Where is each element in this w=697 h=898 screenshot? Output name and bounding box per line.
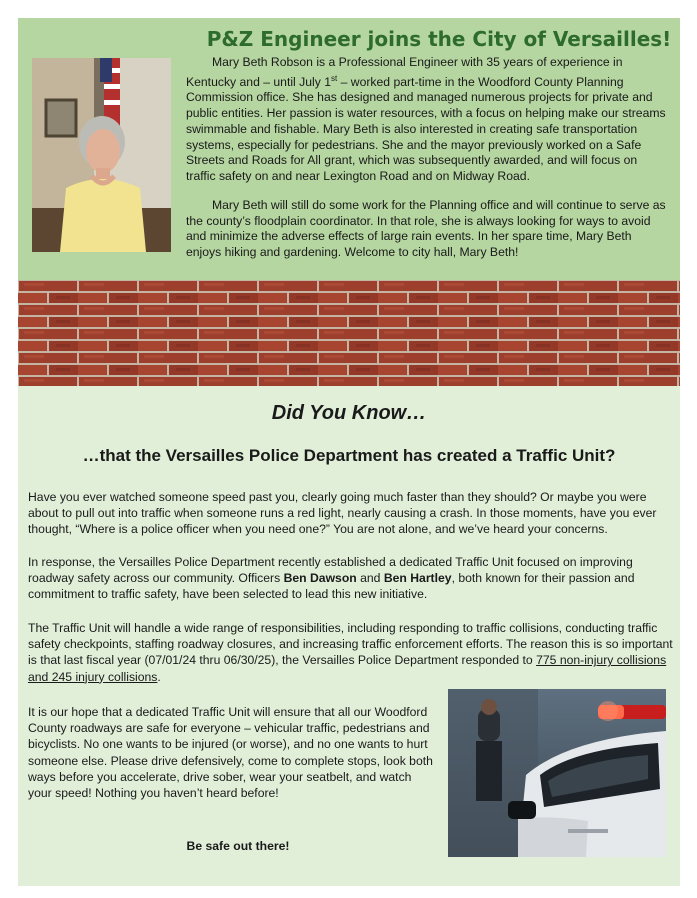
traffic-unit-subheading: …that the Versailles Police Department has created a Traffic Unit? bbox=[82, 446, 616, 465]
police-car-photo bbox=[448, 689, 666, 857]
engineer-paragraph-2: Mary Beth will still do some work for the Planning office and will continue to serve as the county’s floodplain coordinator. In that role, she is always looking for ways to avoid and minimize the adverse effects of large rain events. In her spare time, Mary Beth enjoys hiking and gardening. Welcome to city hall, Mary Beth! bbox=[186, 198, 666, 260]
engineer-paragraph-1: Mary Beth Robson is a Professional Engineer with 35 years of experience in Kentucky and – until July 1st – worked part-time in the Woodford County Planning Commission office. She has designed and managed numerous projects for private and public entities. Her passion is water resources, with a focus on helping make our streams swimmable and fishable. Mary Beth is also interested in creating safe transportation systems, especially for pedestrians. She and the mayor previously worked on a Safe Streets and Roads for All grant, which was subsequently awarded, and will focus on traffic safety on and near Lexington Road and on Midway Road. bbox=[186, 55, 666, 183]
engineer-article-title: P&Z Engineer joins the City of Versailles! bbox=[206, 27, 672, 51]
officer-name: Ben Hartley bbox=[383, 571, 452, 586]
officer-name: Ben Dawson bbox=[283, 571, 357, 586]
collision-statistic: 775 non-injury collisions and 245 injury collisions bbox=[28, 653, 667, 684]
traffic-unit-article bbox=[18, 386, 680, 886]
traffic-paragraph-2: In response, the Versailles Police Department recently established a dedicated Traffic Unit focused on improving roadway safety across our community. Officers Ben Dawson and Ben Hartley, both known for their passion and commitment to traffic safety, have been selected to lead this new initiative. bbox=[28, 555, 635, 602]
brick-wall-banner bbox=[18, 280, 680, 386]
mary-beth-photo bbox=[32, 58, 171, 252]
closing-line: Be safe out there! bbox=[186, 839, 290, 853]
engineer-article bbox=[18, 18, 680, 280]
traffic-paragraph-4: It is our hope that a dedicated Traffic Unit will ensure that all our Woodford County roadways are safe for everyone – vehicular traffic, pedestrians and bicyclists. No one wants to be injured (or worse), and no one wants to hurt someone else. Please drive defensively, come to complete stops, look both ways before you accelerate, drive sober, wear your seatbelt, and watch your speed! Nothing you haven’t heard before! bbox=[28, 705, 433, 801]
did-you-know-heading: Did You Know… bbox=[271, 402, 427, 424]
traffic-paragraph-1: Have you ever watched someone speed past you, clearly going much faster than they should? Or maybe you were about to pull out into traffic when someone runs a red light, nearly causing a crash. In those moments, have you ever thought, “Where is a police officer when you need one?” You are not alone, and we’ve heard your concerns. bbox=[28, 490, 657, 537]
traffic-paragraph-3: The Traffic Unit will handle a wide range of responsibilities, including responding to traffic collisions, conducting traffic safety checkpoints, staffing roadway closures, and increasing traffic enforcement efforts. The reason this is so important is that last fiscal year (07/01/24 thru 06/30/25), the Versailles Police Department responded to 775 non-injury collisions and 245 injury collisions. bbox=[28, 621, 673, 684]
